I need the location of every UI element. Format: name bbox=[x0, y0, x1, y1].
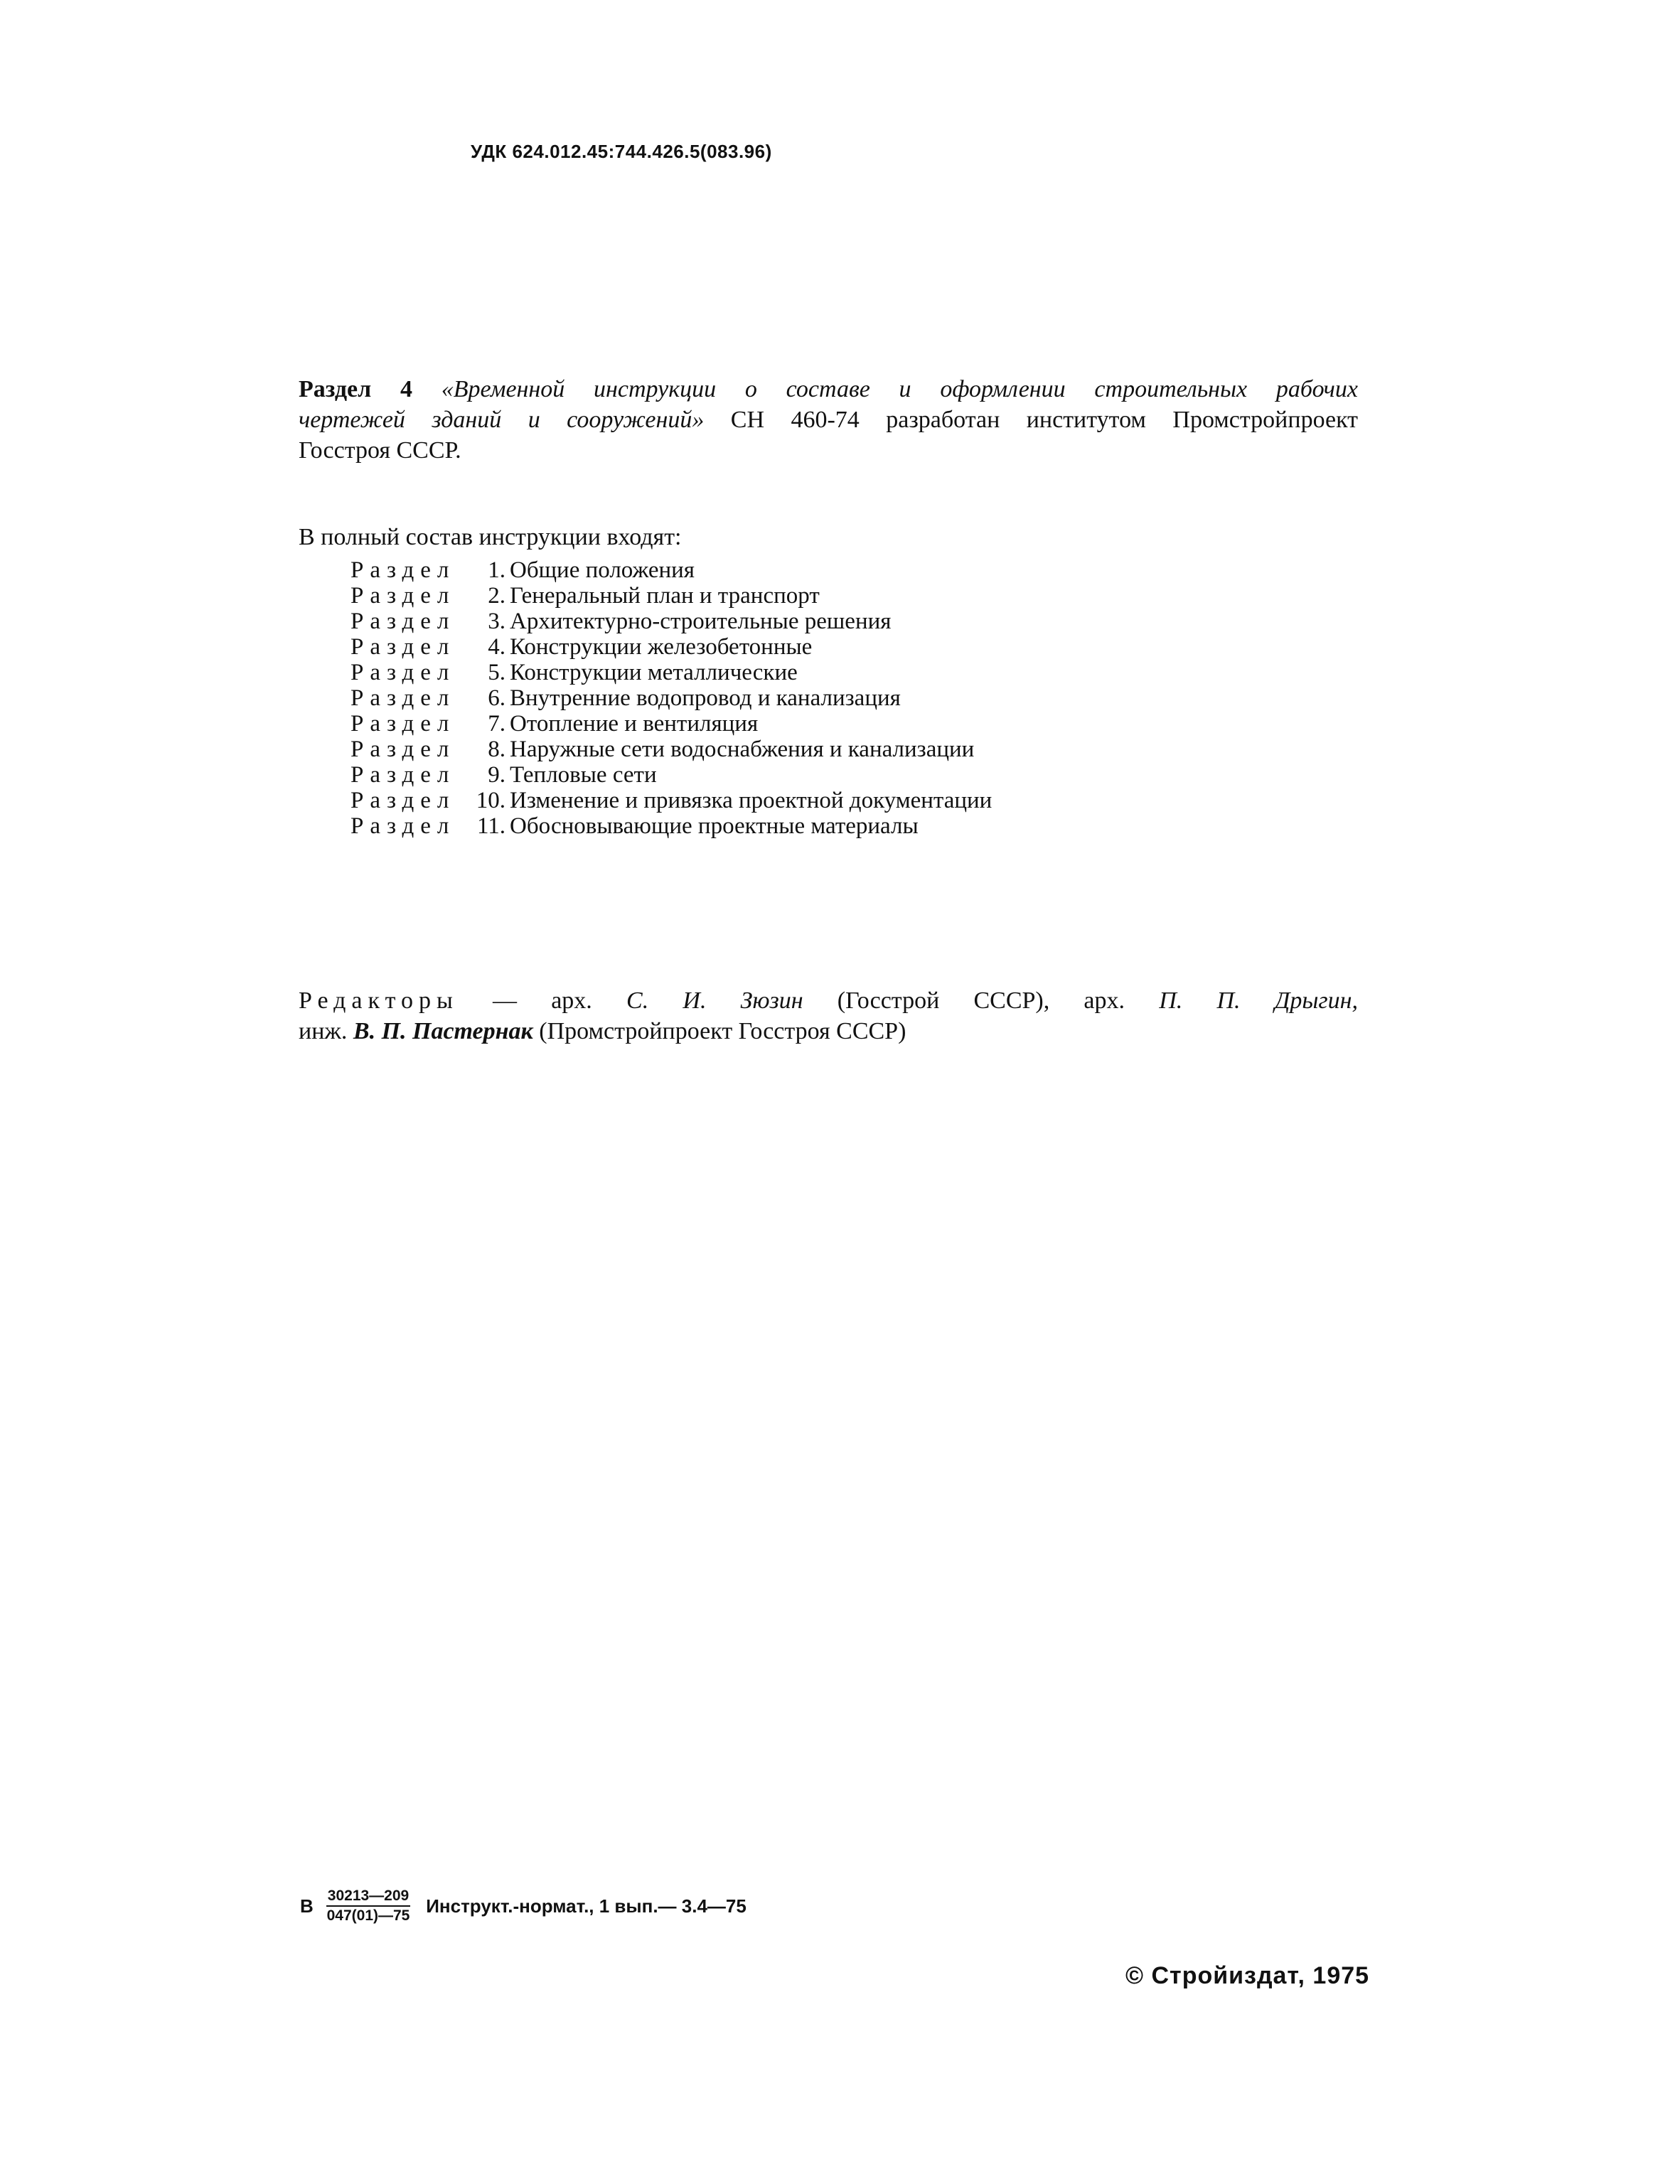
imprint-numerator: 30213—209 bbox=[326, 1887, 410, 1907]
publication-imprint bbox=[300, 1887, 747, 1925]
section-word: Раздел bbox=[351, 634, 456, 660]
udk-code: УДК 624.012.45:744.426.5(083.96) bbox=[471, 141, 772, 162]
section-word: Раздел bbox=[351, 583, 456, 609]
section-number: 7. bbox=[488, 711, 505, 737]
section-title: Изменение и привязка проектной документации bbox=[510, 788, 993, 813]
section-number: 8. bbox=[488, 737, 505, 762]
section-word: Раздел bbox=[351, 660, 456, 685]
intro-paragraph bbox=[299, 374, 1358, 466]
section-number: 5. bbox=[488, 660, 505, 685]
intro-line-2 bbox=[299, 405, 1358, 435]
section-item bbox=[351, 762, 992, 788]
section-item bbox=[351, 609, 992, 634]
editor-name: П. П. Дрыгин, bbox=[1159, 987, 1359, 1014]
intro-line-3: Госстроя СССР. bbox=[299, 437, 461, 464]
section-number: 9. bbox=[488, 762, 505, 788]
section-title: Отопление и вентиляция bbox=[510, 711, 759, 737]
section-title: Тепловые сети bbox=[510, 762, 657, 788]
section-item bbox=[351, 557, 992, 583]
section-word: Раздел bbox=[351, 557, 456, 583]
section-item bbox=[351, 634, 992, 660]
intro-line-1 bbox=[299, 374, 1358, 405]
editor-name: В. П. Пастернак bbox=[353, 1018, 533, 1044]
section-title: Конструкции металлические bbox=[510, 660, 798, 685]
editors-paragraph bbox=[299, 985, 1358, 1046]
section-title: Конструкции железобетонные bbox=[510, 634, 813, 660]
editor-org: (Промстройпроект Госстроя СССР) bbox=[533, 1018, 906, 1044]
section-word: Раздел bbox=[351, 711, 456, 737]
imprint-index-fraction bbox=[326, 1887, 410, 1925]
section-item bbox=[351, 813, 992, 839]
composition-heading: В полный состав инструкции входят: bbox=[299, 524, 682, 550]
copyright-notice: © Стройиздат, 1975 bbox=[1125, 1962, 1370, 1989]
section-item bbox=[351, 711, 992, 737]
section-number: 4. bbox=[488, 634, 505, 660]
section-title: Генеральный план и транспорт bbox=[510, 583, 820, 609]
section-word: Раздел bbox=[351, 788, 456, 813]
imprint-text: Инструкт.-нормат., 1 вып.— 3.4—75 bbox=[426, 1895, 747, 1917]
editors-label: Редакторы bbox=[299, 987, 459, 1014]
intro-developer-text: СН 460-74 разработан институтом Промстройпроект bbox=[730, 407, 1358, 433]
section-word: Раздел bbox=[351, 762, 456, 788]
section-list bbox=[351, 557, 992, 839]
section-number: 2. bbox=[488, 583, 505, 609]
section-title: Внутренние водопровод и канализация bbox=[510, 685, 901, 711]
editors-line-2 bbox=[299, 1016, 1358, 1046]
section-title: Общие положения bbox=[510, 557, 695, 583]
section-item bbox=[351, 583, 992, 609]
section-number: 11. bbox=[476, 813, 505, 839]
section-number: 6. bbox=[488, 685, 505, 711]
intro-document-title-part-2: чертежей зданий и сооружений» bbox=[299, 407, 705, 433]
section-word: Раздел bbox=[351, 609, 456, 634]
section-title: Наружные сети водоснабжения и канализации bbox=[510, 737, 975, 762]
intro-document-title-part-1: «Временной инструкции о составе и оформлении строительных рабочих bbox=[441, 376, 1358, 402]
section-word: Раздел bbox=[351, 813, 456, 839]
section-item bbox=[351, 660, 992, 685]
editor-name: С. И. Зюзин bbox=[626, 987, 803, 1014]
section-number: 1. bbox=[488, 557, 505, 583]
section-item bbox=[351, 788, 992, 813]
editors-line-1 bbox=[299, 985, 1358, 1016]
editor-title: инж. bbox=[299, 1018, 353, 1044]
section-number: 3. bbox=[488, 609, 505, 634]
intro-section-ref: Раздел 4 bbox=[299, 376, 412, 402]
section-word: Раздел bbox=[351, 685, 456, 711]
editor-org: (Госстрой СССР), арх. bbox=[803, 987, 1160, 1014]
section-word: Раздел bbox=[351, 737, 456, 762]
section-title: Архитектурно-строительные решения bbox=[510, 609, 892, 634]
imprint-denominator: 047(01)—75 bbox=[326, 1907, 410, 1924]
section-number: 10. bbox=[476, 788, 505, 813]
editors-dash: — арх. bbox=[458, 987, 627, 1014]
imprint-letter: В bbox=[300, 1895, 314, 1917]
section-item bbox=[351, 737, 992, 762]
section-title: Обосновывающие проектные материалы bbox=[510, 813, 919, 839]
section-item bbox=[351, 685, 992, 711]
